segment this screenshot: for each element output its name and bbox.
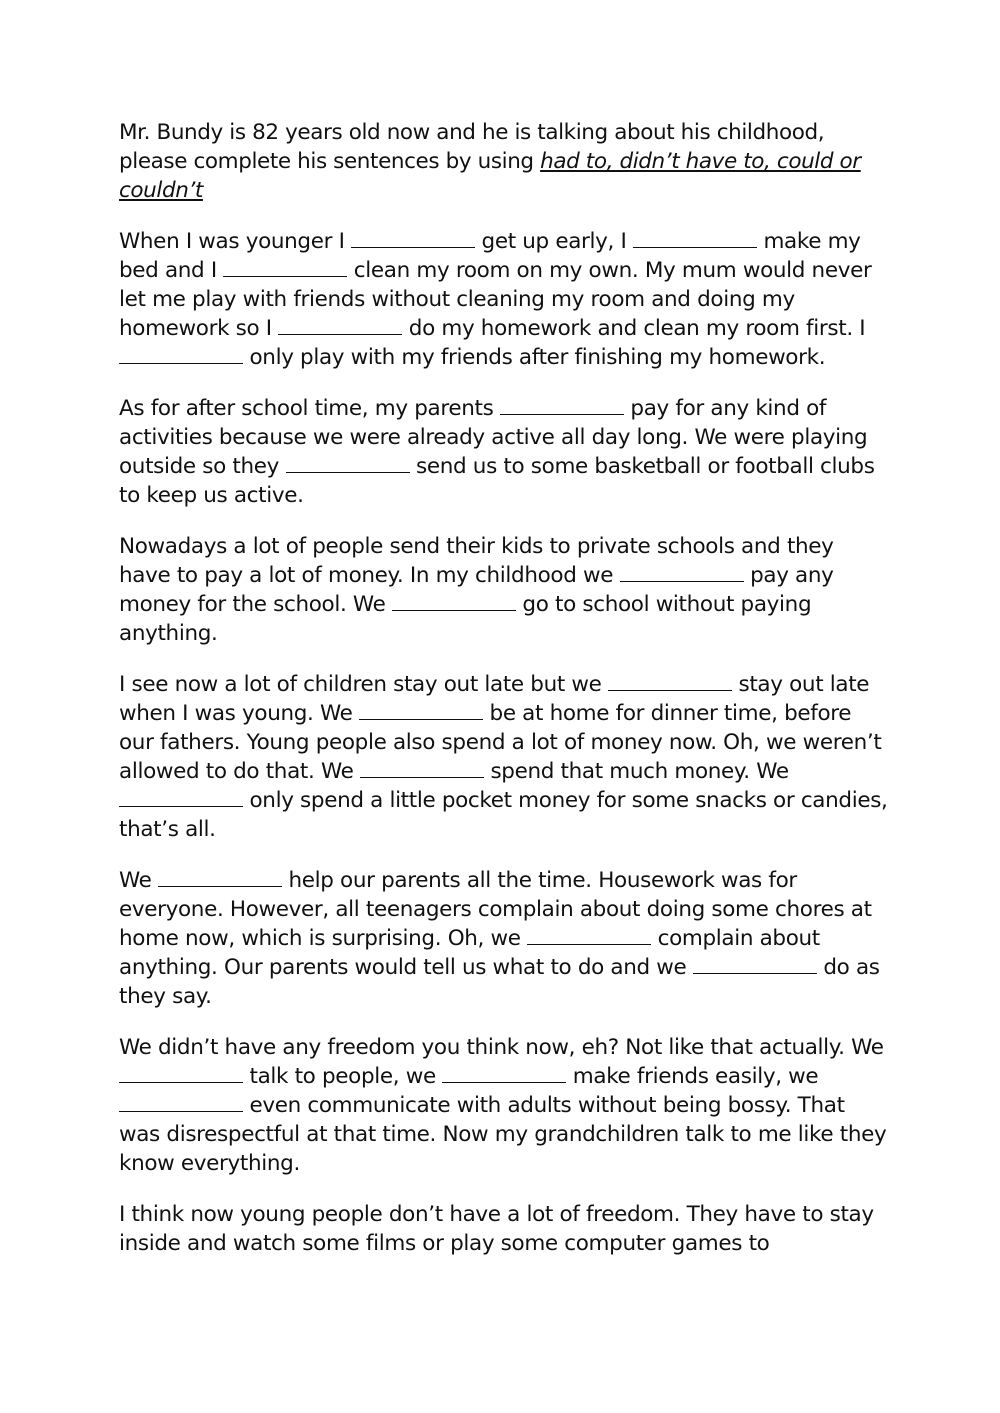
paragraph-text: We [119, 868, 159, 893]
paragraph-text: I see now a lot of children stay out late but we [119, 672, 609, 697]
paragraph-text: make friends easily, we [566, 1064, 819, 1089]
paragraph-text: pay for any kind of activities because we were already active all day long. We were playing outside so they [119, 396, 868, 479]
paragraph-text: Nowadays a lot of people send their kids to private schools and they have to pay a lot of money. In my childhood we [119, 534, 834, 588]
paragraph-4 [119, 670, 889, 844]
paragraph-text: We didn’t have any freedom you think now, eh? Not like that actually. We [119, 1035, 884, 1060]
answer-blank[interactable] [442, 1064, 566, 1083]
answer-blank[interactable] [693, 955, 817, 974]
paragraph-text: only play with my friends after finishing my homework. [243, 345, 826, 370]
instructions-modal-verbs: had to, didn’t have to, could or couldn’t [119, 149, 861, 203]
paragraph-text: get up early, I [475, 229, 633, 254]
instructions [119, 118, 889, 205]
paragraph-text: go to school without paying anything. [119, 592, 812, 646]
paragraph-text: When I was younger I [119, 229, 352, 254]
answer-blank[interactable] [119, 788, 243, 807]
paragraph-text: only spend a little pocket money for some snacks or candies, that’s all. [119, 788, 888, 842]
paragraph-text: stay out late when I was young. We [119, 672, 870, 726]
worksheet-page [119, 118, 889, 1280]
answer-blank[interactable] [608, 672, 732, 691]
paragraph-text: do my homework and clean my room first. I [402, 316, 866, 341]
paragraph-6 [119, 1033, 889, 1178]
paragraph-text: talk to people, we [243, 1064, 443, 1089]
paragraph-3 [119, 532, 889, 648]
paragraph-text: even communicate with adults without being bossy. That was disrespectful at that time. Now my grandchildren talk to me like they know everything. [119, 1093, 887, 1176]
paragraph-2 [119, 394, 889, 510]
paragraph-text: help our parents all the time. Housework was for everyone. However, all teenagers complain about doing some chores at home now, which is surprising. Oh, we [119, 868, 872, 951]
paragraph-1 [119, 227, 889, 372]
paragraph-text: As for after school time, my parents [119, 396, 500, 421]
answer-blank[interactable] [359, 701, 483, 720]
paragraph-text: be at home for dinner time, before our fathers. Young people also spend a lot of money now. Oh, we weren’t allowed to do that. We [119, 701, 882, 784]
worksheet-paragraphs [119, 227, 889, 1258]
paragraph-text: spend that much money. We [483, 759, 789, 784]
answer-blank[interactable] [351, 229, 475, 248]
answer-blank[interactable] [119, 1093, 243, 1112]
answer-blank[interactable] [223, 258, 347, 277]
paragraph-text: I think now young people don’t have a lot of freedom. They have to stay inside and watch some films or play some computer games to [119, 1202, 874, 1256]
answer-blank[interactable] [633, 229, 757, 248]
paragraph-text: do as they say. [119, 955, 880, 1009]
paragraph-text: make my bed and I [119, 229, 861, 283]
answer-blank[interactable] [278, 316, 402, 335]
answer-blank[interactable] [620, 563, 744, 582]
paragraph-7 [119, 1200, 889, 1258]
answer-blank[interactable] [158, 868, 282, 887]
answer-blank[interactable] [286, 454, 410, 473]
paragraph-text: send us to some basketball or football clubs to keep us active. [119, 454, 875, 508]
answer-blank[interactable] [360, 759, 484, 778]
answer-blank[interactable] [500, 396, 624, 415]
instructions-text: Mr. Bundy is 82 years old now and he is talking about his childhood, please complete his sentences by using [119, 120, 825, 174]
paragraph-text: pay any money for the school. We [119, 563, 834, 617]
answer-blank[interactable] [527, 926, 651, 945]
answer-blank[interactable] [119, 345, 243, 364]
paragraph-text: clean my room on my own. My mum would never let me play with friends without cleaning my room and doing my homework so I [119, 258, 872, 341]
answer-blank[interactable] [119, 1064, 243, 1083]
paragraph-text: complain about anything. Our parents would tell us what to do and we [119, 926, 820, 980]
answer-blank[interactable] [392, 592, 516, 611]
paragraph-5 [119, 866, 889, 1011]
